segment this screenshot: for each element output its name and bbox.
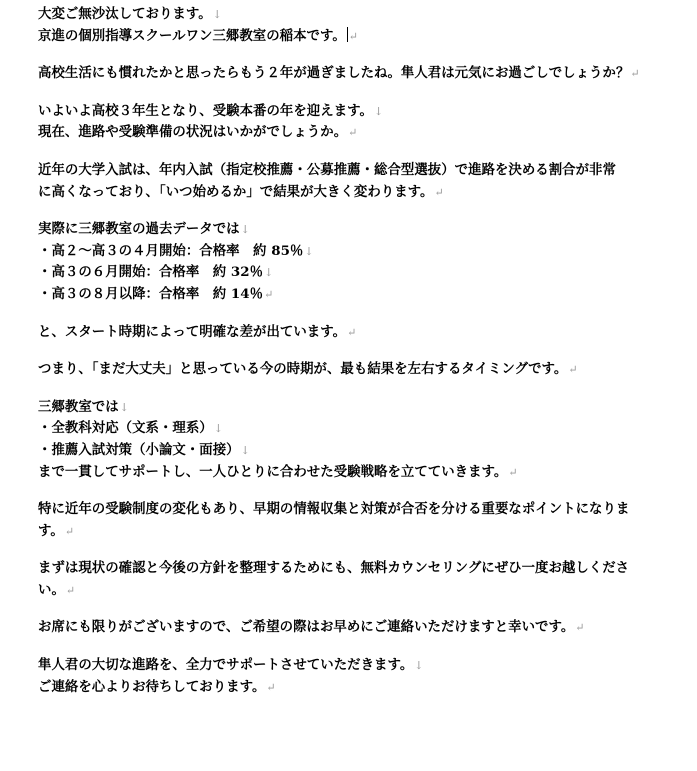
text-line <box>38 397 688 419</box>
line-break-mark-icon: ↓ <box>119 400 129 414</box>
paragraph <box>38 617 688 639</box>
paragraph <box>38 558 688 601</box>
paragraph-mark-icon: ↵ <box>65 583 76 597</box>
text-line <box>38 418 688 440</box>
paragraph-mark-icon: ↵ <box>568 363 578 377</box>
line-text: ・全教科対応（文系・理系） <box>38 420 213 437</box>
line-text: 大変ご無沙汰しております。 <box>38 6 212 22</box>
line-text: つまり、「まだ大丈夫」と思っている今の時期が、最も結果を左右するタイミングです。 <box>38 361 568 378</box>
text-line <box>38 182 688 204</box>
line-text: 京進の個別指導スクールワン三郷教室の稲本です。 <box>38 27 346 44</box>
document-body[interactable] <box>38 4 688 714</box>
line-text: に高くなっており、「いつ始めるか」で結果が大きく変わります。 <box>38 183 434 200</box>
paragraph-mark-icon: ↵ <box>266 680 276 694</box>
line-text: と、スタート時期によって明確な差が出ています。 <box>38 323 347 340</box>
paragraph-mark-icon: ↵ <box>264 287 274 301</box>
text-line <box>38 26 688 48</box>
text-line <box>38 262 688 284</box>
line-text: 特に近年の受験制度の変化もあり、早期の情報収集と対策が合否を分ける重要なポイントになりま <box>38 501 630 518</box>
paragraph <box>38 655 688 698</box>
line-text: ・高３の６月開始：合格率 約 32％ <box>38 264 264 281</box>
line-break-mark-icon: ↓ <box>240 223 250 237</box>
line-text: まで一貫してサポートし、一人ひとりに合わせた受験戦略を立てていきます。 <box>38 463 508 480</box>
paragraph <box>38 397 688 483</box>
line-text: 隼人君の大切な進路を、全力でサポートさせていただきます。 <box>38 657 414 674</box>
line-text: いよいよ高校３年生となり、受験本番の年を迎えます。 <box>38 102 373 119</box>
paragraph-mark-icon: ↵ <box>64 524 75 538</box>
line-break-mark-icon: ↓ <box>240 443 250 457</box>
text-line <box>38 322 688 344</box>
line-text: ・推薦入試対策（小論文・面接） <box>38 441 240 458</box>
line-text: まずは現状の確認と今後の方針を整理するためにも、無料カウンセリングにぜひ一度お越しくださ <box>38 560 630 577</box>
line-text: 現在、進路や受験準備の状況はいかがでしょうか。 <box>38 124 348 141</box>
text-line <box>38 101 688 123</box>
text-line <box>38 359 688 381</box>
text-line <box>38 521 688 543</box>
line-text: す。 <box>38 522 64 539</box>
line-text: 近年の大学入試は、年内入試（指定校推薦・公募推薦・総合型選抜）で進路を決める割合が非常 <box>38 161 616 178</box>
line-break-mark-icon: ↓ <box>213 422 224 436</box>
text-line <box>38 462 688 484</box>
text-line <box>38 63 688 85</box>
paragraph <box>38 101 688 144</box>
paragraph-mark-icon: ↵ <box>347 325 357 339</box>
paragraph-mark-icon: ↵ <box>348 126 358 140</box>
line-text: い。 <box>38 581 65 598</box>
paragraph <box>38 160 688 203</box>
text-line <box>38 655 688 677</box>
paragraph-mark-icon: ↵ <box>575 621 585 635</box>
text-line <box>38 4 688 26</box>
paragraph <box>38 499 688 542</box>
line-text: 実際に三郷教室の過去データでは <box>38 221 240 238</box>
line-break-mark-icon: ↓ <box>264 266 274 280</box>
line-text: ・高２～高３の４月開始：合格率 約 85％ <box>38 242 304 259</box>
text-line <box>38 677 688 699</box>
text-line <box>38 219 688 241</box>
line-break-mark-icon: ↓ <box>373 104 384 118</box>
line-break-mark-icon: ↓ <box>304 244 314 258</box>
text-line <box>38 440 688 462</box>
text-line <box>38 499 688 521</box>
text-line <box>38 241 688 263</box>
paragraph-mark-icon: ↵ <box>434 185 444 199</box>
line-text: ご連絡を心よりお待ちしております。 <box>38 678 266 695</box>
text-line <box>38 284 688 306</box>
text-line <box>38 580 688 602</box>
line-break-mark-icon: ↓ <box>414 659 424 673</box>
line-text: お席にも限りがございますので、ご希望の際はお早めにご連絡いただけますと幸いです。 <box>38 619 575 636</box>
paragraph <box>38 359 688 381</box>
text-line <box>38 558 688 580</box>
paragraph <box>38 63 688 85</box>
paragraph <box>38 322 688 344</box>
paragraph-mark-icon: ↵ <box>630 67 640 81</box>
paragraph <box>38 4 688 47</box>
paragraph-mark-icon: ↵ <box>348 29 359 43</box>
paragraph <box>38 219 688 305</box>
text-line <box>38 617 688 639</box>
paragraph-mark-icon: ↵ <box>508 465 518 479</box>
line-break-mark-icon: ↓ <box>212 8 222 21</box>
line-text: ・高３の８月以降：合格率 約 14％ <box>38 285 264 302</box>
text-cursor <box>347 27 348 42</box>
text-line <box>38 160 688 182</box>
text-line <box>38 122 688 144</box>
line-text: 高校生活にも慣れたかと思ったらもう２年が過ぎましたね。隼人君は元気にお過ごしでしょうか？ <box>38 65 630 82</box>
line-text: 三郷教室では <box>38 398 119 415</box>
